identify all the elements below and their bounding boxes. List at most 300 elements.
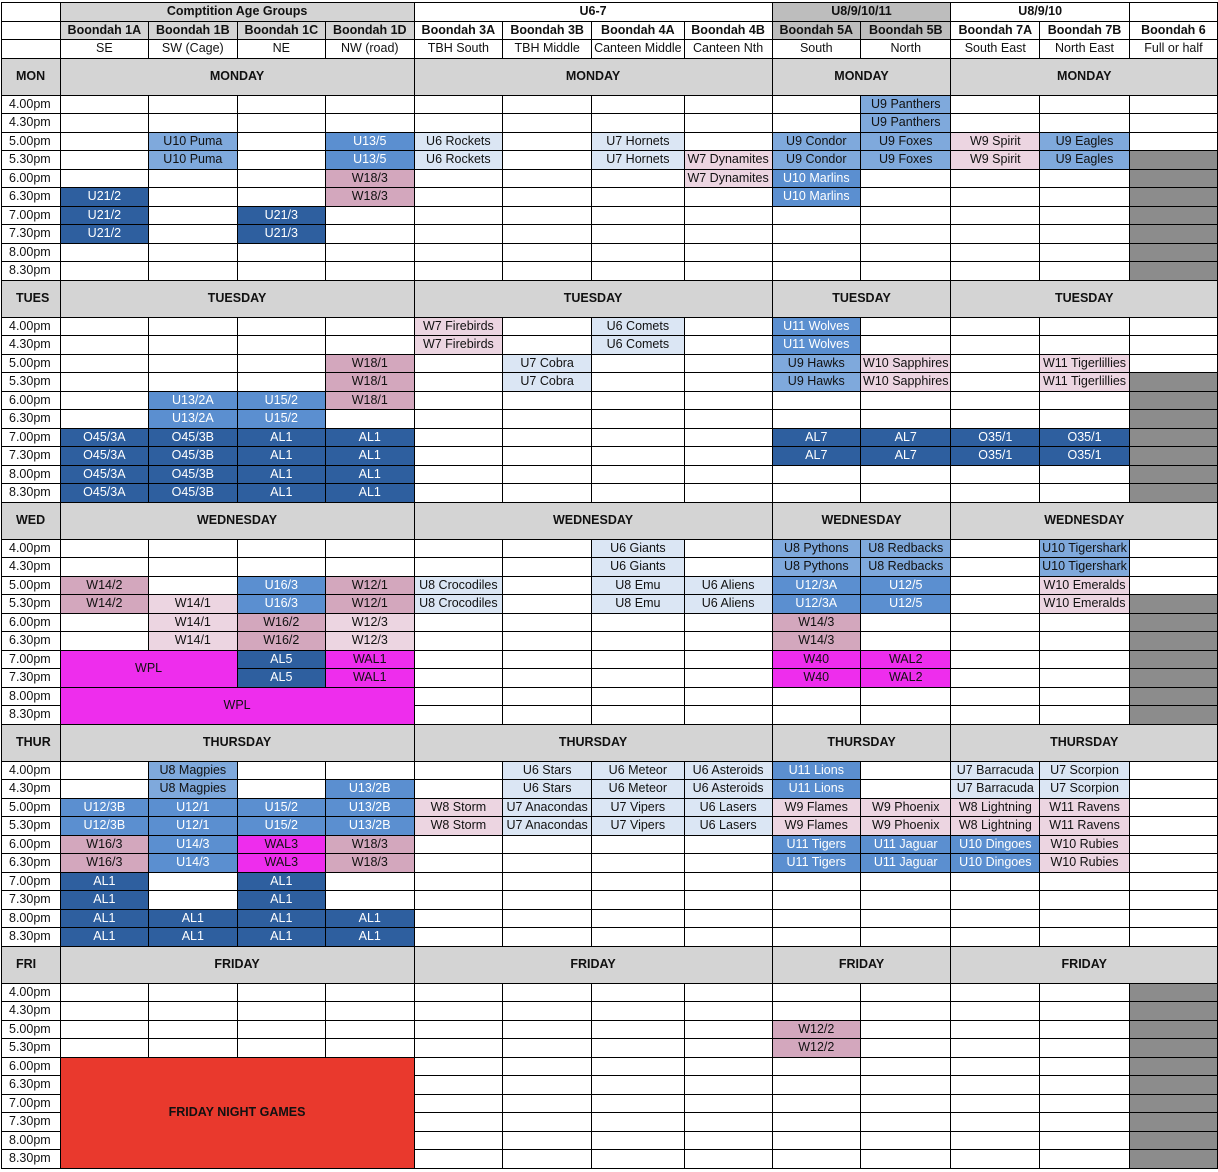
field-section-label: Canteen Nth bbox=[684, 40, 772, 59]
empty-slot bbox=[861, 1076, 951, 1095]
empty-slot bbox=[861, 928, 951, 947]
time-label: 6.00pm bbox=[2, 613, 61, 632]
empty-slot bbox=[1129, 317, 1217, 336]
empty-slot bbox=[592, 854, 685, 873]
booking-o45-3b: O45/3B bbox=[149, 465, 237, 484]
empty-slot bbox=[326, 1039, 414, 1058]
empty-slot bbox=[684, 317, 772, 336]
empty-slot bbox=[861, 188, 951, 207]
booking-al1: AL1 bbox=[237, 909, 325, 928]
booking-u7-scorpion: U7 Scorpion bbox=[1040, 761, 1130, 780]
empty-slot bbox=[592, 1039, 685, 1058]
time-slot-row bbox=[2, 151, 1218, 170]
empty-slot bbox=[772, 1002, 860, 1021]
empty-slot bbox=[684, 1039, 772, 1058]
empty-slot bbox=[1129, 632, 1217, 651]
empty-slot bbox=[503, 132, 592, 151]
empty-slot bbox=[1129, 206, 1217, 225]
empty-slot bbox=[1040, 706, 1130, 725]
empty-slot bbox=[414, 225, 503, 244]
booking-al1: AL1 bbox=[237, 928, 325, 947]
empty-slot bbox=[149, 206, 237, 225]
booking-u12-3a: U12/3A bbox=[772, 576, 860, 595]
empty-slot bbox=[60, 780, 148, 799]
booking-w14-1: W14/1 bbox=[149, 613, 237, 632]
booking-w14-1: W14/1 bbox=[149, 632, 237, 651]
booking-w9-flames: W9 Flames bbox=[772, 817, 860, 836]
empty-slot bbox=[503, 928, 592, 947]
empty-slot bbox=[414, 706, 503, 725]
empty-slot bbox=[1040, 243, 1130, 262]
booking-u11-jaguar: U11 Jaguar bbox=[861, 854, 951, 873]
empty-slot bbox=[1040, 336, 1130, 355]
empty-slot bbox=[414, 95, 503, 114]
empty-slot bbox=[684, 650, 772, 669]
empty-slot bbox=[237, 761, 325, 780]
time-label: 6.30pm bbox=[2, 632, 61, 651]
empty-slot bbox=[1129, 151, 1217, 170]
empty-slot bbox=[684, 835, 772, 854]
booking-u11-lions: U11 Lions bbox=[772, 780, 860, 799]
empty-slot bbox=[1129, 114, 1217, 133]
empty-slot bbox=[951, 669, 1040, 688]
empty-slot bbox=[951, 539, 1040, 558]
time-slot-row bbox=[2, 835, 1218, 854]
booking-al1: AL1 bbox=[326, 428, 414, 447]
booking-w12-1: W12/1 bbox=[326, 595, 414, 614]
empty-slot bbox=[414, 428, 503, 447]
booking-al1: AL1 bbox=[326, 928, 414, 947]
empty-slot bbox=[951, 1113, 1040, 1132]
day-abbreviation: TUES bbox=[2, 280, 61, 317]
empty-slot bbox=[237, 132, 325, 151]
time-label: 7.30pm bbox=[2, 225, 61, 244]
empty-slot bbox=[772, 706, 860, 725]
booking-u21-3: U21/3 bbox=[237, 206, 325, 225]
time-slot-row bbox=[2, 188, 1218, 207]
empty-slot bbox=[951, 687, 1040, 706]
booking-u12-3a: U12/3A bbox=[772, 595, 860, 614]
empty-slot bbox=[951, 1076, 1040, 1095]
empty-slot bbox=[861, 206, 951, 225]
booking-o45-3a: O45/3A bbox=[60, 428, 148, 447]
booking-u13-2a: U13/2A bbox=[149, 410, 237, 429]
day-header-row bbox=[2, 58, 1218, 95]
empty-slot bbox=[414, 854, 503, 873]
age-group-header: U6-7 bbox=[414, 3, 772, 22]
field-header: Boondah 1C bbox=[237, 21, 325, 40]
empty-slot bbox=[237, 262, 325, 281]
age-group-header bbox=[1129, 3, 1217, 22]
booking-u6-comets: U6 Comets bbox=[592, 317, 685, 336]
booking-w14-3: W14/3 bbox=[772, 613, 860, 632]
empty-slot bbox=[861, 1113, 951, 1132]
empty-slot bbox=[503, 317, 592, 336]
booking-u9-condor: U9 Condor bbox=[772, 132, 860, 151]
empty-slot bbox=[503, 706, 592, 725]
empty-slot bbox=[1040, 1002, 1130, 1021]
booking-u15-2: U15/2 bbox=[237, 410, 325, 429]
time-label: 7.30pm bbox=[2, 891, 61, 910]
empty-slot bbox=[60, 354, 148, 373]
empty-slot bbox=[951, 1150, 1040, 1169]
booking-al1: AL1 bbox=[60, 872, 148, 891]
empty-slot bbox=[503, 262, 592, 281]
empty-slot bbox=[503, 558, 592, 577]
empty-slot bbox=[1129, 188, 1217, 207]
time-slot-row bbox=[2, 761, 1218, 780]
time-slot-row bbox=[2, 891, 1218, 910]
empty-slot bbox=[60, 391, 148, 410]
empty-slot bbox=[60, 95, 148, 114]
empty-slot bbox=[503, 854, 592, 873]
empty-slot bbox=[684, 243, 772, 262]
empty-slot bbox=[503, 243, 592, 262]
empty-slot bbox=[1040, 650, 1130, 669]
empty-slot bbox=[149, 95, 237, 114]
empty-slot bbox=[414, 1002, 503, 1021]
empty-slot bbox=[237, 1002, 325, 1021]
empty-slot bbox=[414, 687, 503, 706]
time-label: 7.00pm bbox=[2, 206, 61, 225]
empty-slot bbox=[414, 188, 503, 207]
empty-slot bbox=[684, 1131, 772, 1150]
booking-w12-2: W12/2 bbox=[772, 1039, 860, 1058]
empty-slot bbox=[684, 539, 772, 558]
empty-slot bbox=[60, 632, 148, 651]
booking-u15-2: U15/2 bbox=[237, 817, 325, 836]
empty-slot bbox=[684, 669, 772, 688]
time-slot-row bbox=[2, 95, 1218, 114]
empty-slot bbox=[684, 1020, 772, 1039]
time-label: 4.00pm bbox=[2, 761, 61, 780]
empty-slot bbox=[503, 983, 592, 1002]
booking-u7-vipers: U7 Vipers bbox=[592, 817, 685, 836]
empty-slot bbox=[592, 114, 685, 133]
empty-slot bbox=[1129, 354, 1217, 373]
empty-slot bbox=[503, 114, 592, 133]
booking-o35-1: O35/1 bbox=[951, 428, 1040, 447]
empty-slot bbox=[951, 872, 1040, 891]
booking-u6-aliens: U6 Aliens bbox=[684, 576, 772, 595]
empty-slot bbox=[1129, 484, 1217, 503]
empty-slot bbox=[684, 613, 772, 632]
booking-friday-night-games: FRIDAY NIGHT GAMES bbox=[60, 1057, 414, 1168]
empty-slot bbox=[772, 225, 860, 244]
booking-u6-lasers: U6 Lasers bbox=[684, 798, 772, 817]
empty-slot bbox=[237, 558, 325, 577]
empty-slot bbox=[503, 410, 592, 429]
empty-slot bbox=[592, 465, 685, 484]
empty-slot bbox=[414, 613, 503, 632]
empty-slot bbox=[149, 891, 237, 910]
empty-slot bbox=[414, 1131, 503, 1150]
time-slot-row bbox=[2, 428, 1218, 447]
empty-slot bbox=[951, 391, 1040, 410]
empty-slot bbox=[414, 243, 503, 262]
empty-slot bbox=[237, 317, 325, 336]
empty-slot bbox=[1129, 336, 1217, 355]
booking-u9-foxes: U9 Foxes bbox=[861, 132, 951, 151]
booking-u15-2: U15/2 bbox=[237, 798, 325, 817]
empty-slot bbox=[1129, 687, 1217, 706]
booking-u6-asteroids: U6 Asteroids bbox=[684, 780, 772, 799]
time-slot-row bbox=[2, 132, 1218, 151]
empty-slot bbox=[951, 650, 1040, 669]
time-slot-row bbox=[2, 817, 1218, 836]
booking-al7: AL7 bbox=[772, 447, 860, 466]
empty-slot bbox=[414, 1039, 503, 1058]
empty-slot bbox=[951, 169, 1040, 188]
empty-slot bbox=[861, 687, 951, 706]
day-title: TUESDAY bbox=[414, 280, 772, 317]
age-group-header: U8/9/10/11 bbox=[772, 3, 951, 22]
empty-slot bbox=[1129, 447, 1217, 466]
empty-slot bbox=[503, 225, 592, 244]
empty-slot bbox=[414, 1094, 503, 1113]
time-slot-row bbox=[2, 317, 1218, 336]
empty-slot bbox=[951, 1002, 1040, 1021]
time-label: 5.00pm bbox=[2, 798, 61, 817]
booking-u12-3b: U12/3B bbox=[60, 817, 148, 836]
day-title: TUESDAY bbox=[60, 280, 414, 317]
empty-slot bbox=[1129, 95, 1217, 114]
time-slot-row bbox=[2, 558, 1218, 577]
empty-slot bbox=[1040, 1057, 1130, 1076]
empty-slot bbox=[951, 354, 1040, 373]
empty-slot bbox=[951, 928, 1040, 947]
empty-slot bbox=[592, 188, 685, 207]
time-label: 6.30pm bbox=[2, 410, 61, 429]
empty-slot bbox=[592, 983, 685, 1002]
day-header-row bbox=[2, 946, 1218, 983]
empty-slot bbox=[1040, 632, 1130, 651]
booking-al7: AL7 bbox=[772, 428, 860, 447]
empty-slot bbox=[60, 151, 148, 170]
empty-slot bbox=[60, 1039, 148, 1058]
empty-slot bbox=[414, 1113, 503, 1132]
empty-slot bbox=[592, 872, 685, 891]
empty-slot bbox=[149, 576, 237, 595]
day-title: THURSDAY bbox=[414, 724, 772, 761]
day-title: THURSDAY bbox=[772, 724, 951, 761]
field-section-label: Canteen Middle bbox=[592, 40, 685, 59]
empty-slot bbox=[1040, 1094, 1130, 1113]
time-label: 6.00pm bbox=[2, 835, 61, 854]
empty-slot bbox=[684, 1002, 772, 1021]
empty-slot bbox=[414, 835, 503, 854]
booking-o35-1: O35/1 bbox=[951, 447, 1040, 466]
time-label: 5.30pm bbox=[2, 1039, 61, 1058]
time-label: 5.30pm bbox=[2, 817, 61, 836]
empty-slot bbox=[951, 1094, 1040, 1113]
empty-slot bbox=[1129, 1076, 1217, 1095]
booking-u8-crocodiles: U8 Crocodiles bbox=[414, 595, 503, 614]
time-label: 4.30pm bbox=[2, 336, 61, 355]
empty-slot bbox=[951, 1020, 1040, 1039]
empty-slot bbox=[861, 872, 951, 891]
day-title: MONDAY bbox=[951, 58, 1218, 95]
booking-w40: W40 bbox=[772, 650, 860, 669]
time-label: 5.30pm bbox=[2, 373, 61, 392]
booking-w11-ravens: W11 Ravens bbox=[1040, 798, 1130, 817]
empty-slot bbox=[60, 373, 148, 392]
booking-al1: AL1 bbox=[237, 428, 325, 447]
time-slot-row bbox=[2, 928, 1218, 947]
empty-slot bbox=[414, 558, 503, 577]
empty-slot bbox=[1129, 225, 1217, 244]
empty-slot bbox=[684, 687, 772, 706]
empty-slot bbox=[592, 410, 685, 429]
day-title: TUESDAY bbox=[951, 280, 1218, 317]
empty-slot bbox=[592, 243, 685, 262]
empty-slot bbox=[503, 595, 592, 614]
empty-slot bbox=[772, 983, 860, 1002]
empty-slot bbox=[951, 595, 1040, 614]
empty-slot bbox=[951, 114, 1040, 133]
day-title: WEDNESDAY bbox=[414, 502, 772, 539]
booking-w12-2: W12/2 bbox=[772, 1020, 860, 1039]
empty-slot bbox=[684, 1150, 772, 1169]
empty-slot bbox=[149, 188, 237, 207]
booking-o45-3a: O45/3A bbox=[60, 465, 148, 484]
booking-u21-2: U21/2 bbox=[60, 188, 148, 207]
booking-al5: AL5 bbox=[237, 669, 325, 688]
empty-slot bbox=[684, 465, 772, 484]
booking-u12-5: U12/5 bbox=[861, 595, 951, 614]
empty-slot bbox=[1129, 169, 1217, 188]
empty-slot bbox=[237, 1039, 325, 1058]
empty-slot bbox=[861, 1131, 951, 1150]
empty-slot bbox=[149, 539, 237, 558]
empty-slot bbox=[684, 854, 772, 873]
empty-slot bbox=[772, 1094, 860, 1113]
booking-u8-pythons: U8 Pythons bbox=[772, 558, 860, 577]
empty-slot bbox=[503, 169, 592, 188]
empty-slot bbox=[592, 1094, 685, 1113]
booking-u10-dingoes: U10 Dingoes bbox=[951, 835, 1040, 854]
booking-u9-hawks: U9 Hawks bbox=[772, 373, 860, 392]
empty-slot bbox=[861, 1002, 951, 1021]
booking-w14-3: W14/3 bbox=[772, 632, 860, 651]
empty-slot bbox=[237, 336, 325, 355]
empty-slot bbox=[861, 983, 951, 1002]
booking-w10-sapphires: W10 Sapphires bbox=[861, 373, 951, 392]
booking-al1: AL1 bbox=[60, 928, 148, 947]
booking-u10-tigershark: U10 Tigershark bbox=[1040, 558, 1130, 577]
booking-u7-hornets: U7 Hornets bbox=[592, 132, 685, 151]
empty-slot bbox=[772, 114, 860, 133]
empty-slot bbox=[1129, 410, 1217, 429]
day-abbreviation: WED bbox=[2, 502, 61, 539]
empty-slot bbox=[1129, 835, 1217, 854]
empty-slot bbox=[861, 169, 951, 188]
empty-slot bbox=[1129, 539, 1217, 558]
empty-slot bbox=[861, 484, 951, 503]
empty-slot bbox=[951, 225, 1040, 244]
empty-slot bbox=[503, 613, 592, 632]
empty-slot bbox=[951, 1131, 1040, 1150]
empty-slot bbox=[326, 317, 414, 336]
empty-slot bbox=[951, 373, 1040, 392]
empty-slot bbox=[503, 336, 592, 355]
empty-slot bbox=[414, 465, 503, 484]
booking-u8-redbacks: U8 Redbacks bbox=[861, 539, 951, 558]
empty-slot bbox=[1129, 817, 1217, 836]
empty-slot bbox=[414, 928, 503, 947]
booking-w11-ravens: W11 Ravens bbox=[1040, 817, 1130, 836]
group-header-row bbox=[2, 3, 1218, 22]
empty-slot bbox=[592, 632, 685, 651]
empty-slot bbox=[503, 188, 592, 207]
empty-slot bbox=[1040, 391, 1130, 410]
booking-al5: AL5 bbox=[237, 650, 325, 669]
empty-slot bbox=[60, 169, 148, 188]
corner-cell bbox=[2, 21, 61, 40]
empty-slot bbox=[503, 95, 592, 114]
empty-slot bbox=[1040, 687, 1130, 706]
empty-slot bbox=[951, 706, 1040, 725]
empty-slot bbox=[1040, 872, 1130, 891]
booking-al7: AL7 bbox=[861, 428, 951, 447]
booking-u7-anacondas: U7 Anacondas bbox=[503, 798, 592, 817]
empty-slot bbox=[149, 114, 237, 133]
empty-slot bbox=[414, 1076, 503, 1095]
booking-w11-tigerlillies: W11 Tigerlillies bbox=[1040, 354, 1130, 373]
empty-slot bbox=[684, 206, 772, 225]
booking-w10-rubies: W10 Rubies bbox=[1040, 835, 1130, 854]
empty-slot bbox=[1129, 1020, 1217, 1039]
empty-slot bbox=[1129, 1094, 1217, 1113]
empty-slot bbox=[772, 928, 860, 947]
empty-slot bbox=[951, 983, 1040, 1002]
booking-w16-3: W16/3 bbox=[60, 835, 148, 854]
empty-slot bbox=[1129, 872, 1217, 891]
booking-u11-wolves: U11 Wolves bbox=[772, 317, 860, 336]
empty-slot bbox=[1129, 373, 1217, 392]
time-slot-row bbox=[2, 484, 1218, 503]
booking-wal3: WAL3 bbox=[237, 835, 325, 854]
booking-u11-jaguar: U11 Jaguar bbox=[861, 835, 951, 854]
empty-slot bbox=[237, 354, 325, 373]
empty-slot bbox=[684, 872, 772, 891]
time-slot-row bbox=[2, 206, 1218, 225]
empty-slot bbox=[1129, 780, 1217, 799]
time-label: 4.00pm bbox=[2, 983, 61, 1002]
field-section-label: North bbox=[861, 40, 951, 59]
empty-slot bbox=[503, 835, 592, 854]
empty-slot bbox=[414, 410, 503, 429]
empty-slot bbox=[326, 891, 414, 910]
empty-slot bbox=[503, 1039, 592, 1058]
age-group-header bbox=[2, 3, 61, 22]
empty-slot bbox=[414, 1020, 503, 1039]
day-title: THURSDAY bbox=[951, 724, 1218, 761]
empty-slot bbox=[1129, 928, 1217, 947]
booking-al1: AL1 bbox=[149, 928, 237, 947]
booking-u7-barracuda: U7 Barracuda bbox=[951, 761, 1040, 780]
empty-slot bbox=[951, 613, 1040, 632]
empty-slot bbox=[592, 428, 685, 447]
booking-u8-magpies: U8 Magpies bbox=[149, 780, 237, 799]
empty-slot bbox=[772, 1057, 860, 1076]
field-header: Boondah 5A bbox=[772, 21, 860, 40]
empty-slot bbox=[951, 558, 1040, 577]
empty-slot bbox=[592, 1076, 685, 1095]
empty-slot bbox=[1129, 1002, 1217, 1021]
empty-slot bbox=[503, 576, 592, 595]
empty-slot bbox=[772, 243, 860, 262]
